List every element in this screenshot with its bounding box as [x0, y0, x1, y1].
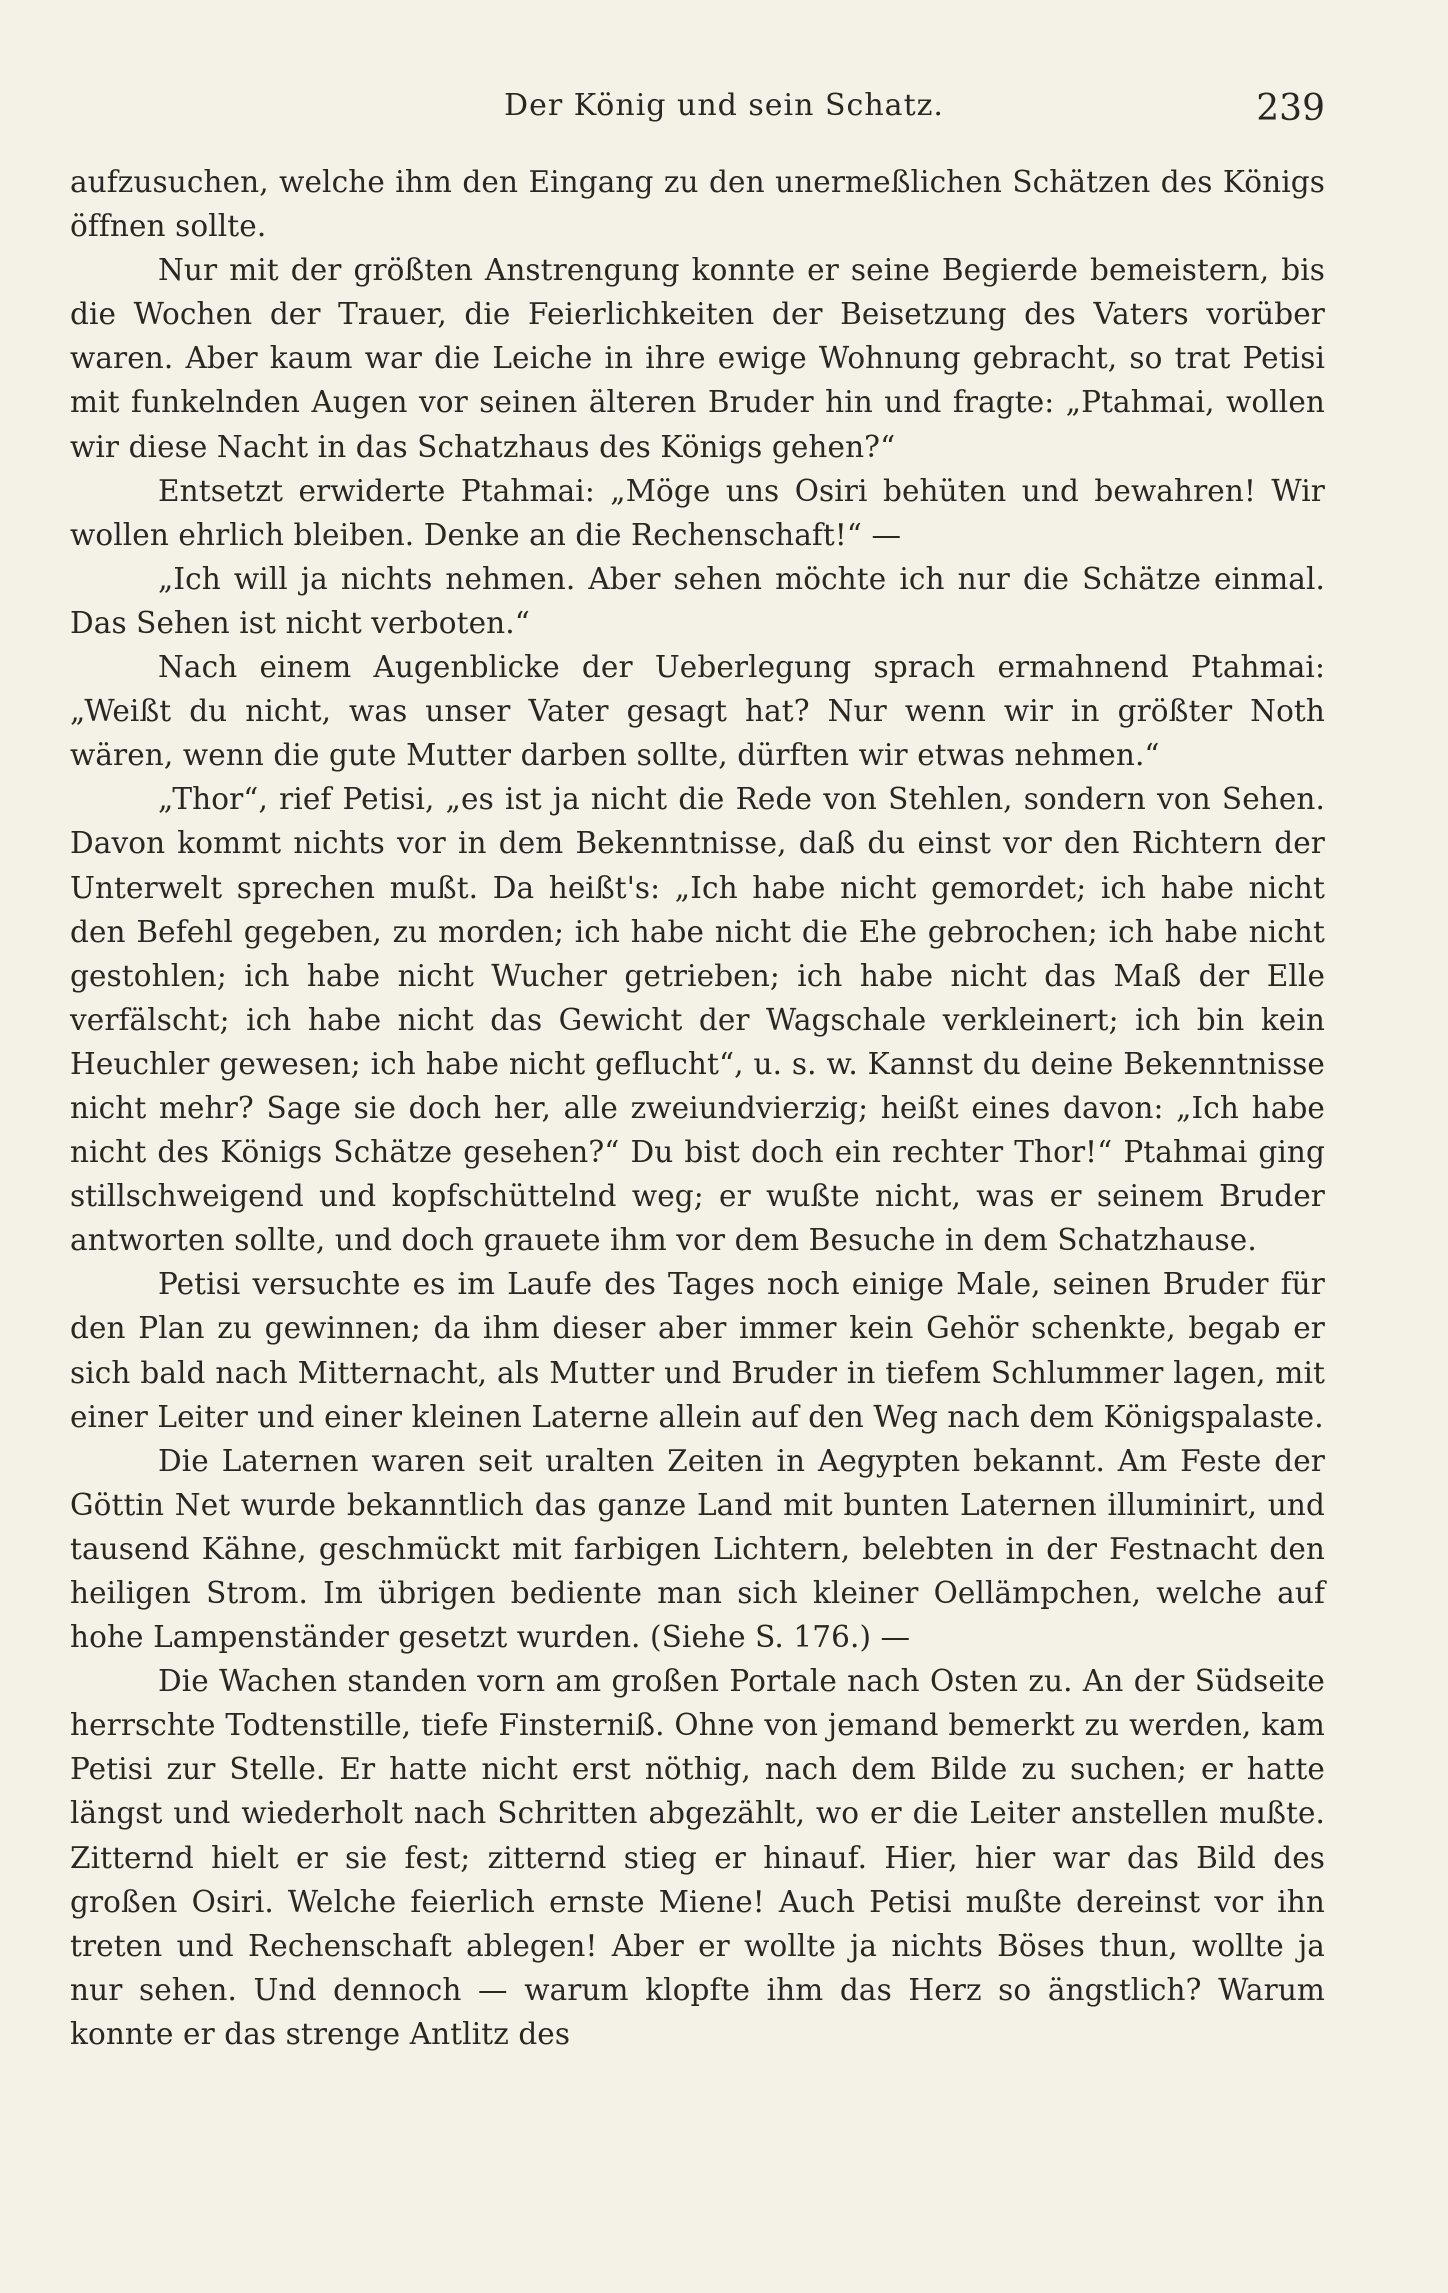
- paragraph: Petisi versuchte es im Laufe des Tages noch einige Male, seinen Bruder für den Plan zu gewinnen; da ihm dieser aber immer kein Gehör schenkte, begab er sich bald nach Mitternacht, als Mutter und Bruder in tiefem Schlummer lagen, mit einer Leiter und einer kleinen Laterne allein auf den Weg nach dem Königspalaste.: [70, 1267, 1325, 1434]
- paragraph: „Thor“, rief Petisi, „es ist ja nicht die Rede von Stehlen, sondern von Sehen. Davon kommt nichts vor in dem Bekenntnisse, daß du einst vor den Richtern der Unterwelt sprechen mußt. Da heißt's: „Ich habe nicht gemordet; ich habe nicht den Befehl gegeben, zu morden; ich habe nicht die Ehe gebrochen; ich habe nicht gestohlen; ich habe nicht Wucher getrieben; ich habe nicht das Maß der Elle verfälscht; ich habe nicht das Gewicht der Wagschale verkleinert; ich bin kein Heuchler gewesen; ich habe nicht geflucht“, u. s. w. Kannst du deine Bekenntnisse nicht mehr? Sage sie doch her, alle zweiundvierzig; heißt eines davon: „Ich habe nicht des Königs Schätze gesehen?“ Du bist doch ein rechter Thor!“ Ptahmai ging stillschweigend und kopfschüttelnd weg; er wußte nicht, was er seinem Bruder antworten sollte, und doch grauete ihm vor dem Besuche in dem Schatzhause.: [70, 782, 1325, 1258]
- page-number: 239: [1256, 88, 1325, 129]
- body-text: [70, 160, 1325, 2056]
- paragraph: Die Wachen standen vorn am großen Portale nach Osten zu. An der Südseite herrschte Todtenstille, tiefe Finsterniß. Ohne von jemand bemerkt zu werden, kam Petisi zur Stelle. Er hatte nicht erst nöthig, nach dem Bilde zu suchen; er hatte längst und wiederholt nach Schritten abgezählt, wo er die Leiter anstellen mußte. Zitternd hielt er sie fest; zitternd stieg er hinauf. Hier, hier war das Bild des großen Osiri. Welche feierlich ernste Miene! Auch Petisi mußte dereinst vor ihn treten und Rechenschaft ablegen! Aber er wollte ja nichts Böses thun, wollte ja nur sehen. Und dennoch — warum klopfte ihm das Herz so ängstlich? Warum konnte er das strenge Antlitz des: [70, 1664, 1325, 2051]
- paragraph: Entsetzt erwiderte Ptahmai: „Möge uns Osiri behüten und bewahren! Wir wollen ehrlich bleiben. Denke an die Rechenschaft!“ —: [70, 473, 1325, 552]
- paragraph: Nur mit der größten Anstrengung konnte er seine Begierde bemeistern, bis die Wochen der Trauer, die Feierlichkeiten der Beisetzung des Vaters vorüber waren. Aber kaum war die Leiche in ihre ewige Wohnung gebracht, so trat Petisi mit funkelnden Augen vor seinen älteren Bruder hin und fragte: „Ptahmai, wollen wir diese Nacht in das Schatzhaus des Königs gehen?“: [70, 253, 1325, 464]
- paragraph: Nach einem Augenblicke der Ueberlegung sprach ermahnend Ptahmai: „Weißt du nicht, was unser Vater gesagt hat? Nur wenn wir in größter Noth wären, wenn die gute Mutter darben sollte, dürften wir etwas nehmen.“: [70, 650, 1325, 773]
- paragraph: „Ich will ja nichts nehmen. Aber sehen möchte ich nur die Schätze einmal. Das Sehen ist nicht verboten.“: [70, 561, 1325, 640]
- running-head: [0, 88, 1448, 138]
- running-title: Der König und sein Schatz.: [504, 88, 944, 123]
- paragraph: aufzusuchen, welche ihm den Eingang zu den unermeßlichen Schätzen des Königs öffnen sollte.: [70, 165, 1325, 244]
- paragraph: Die Laternen waren seit uralten Zeiten in Aegypten bekannt. Am Feste der Göttin Net wurde bekanntlich das ganze Land mit bunten Laternen illuminirt, und tausend Kähne, geschmückt mit farbigen Lichtern, belebten in der Festnacht den heiligen Strom. Im übrigen bediente man sich kleiner Oellämpchen, welche auf hohe Lampenständer gesetzt wurden. (Siehe S. 176.) —: [70, 1443, 1325, 1655]
